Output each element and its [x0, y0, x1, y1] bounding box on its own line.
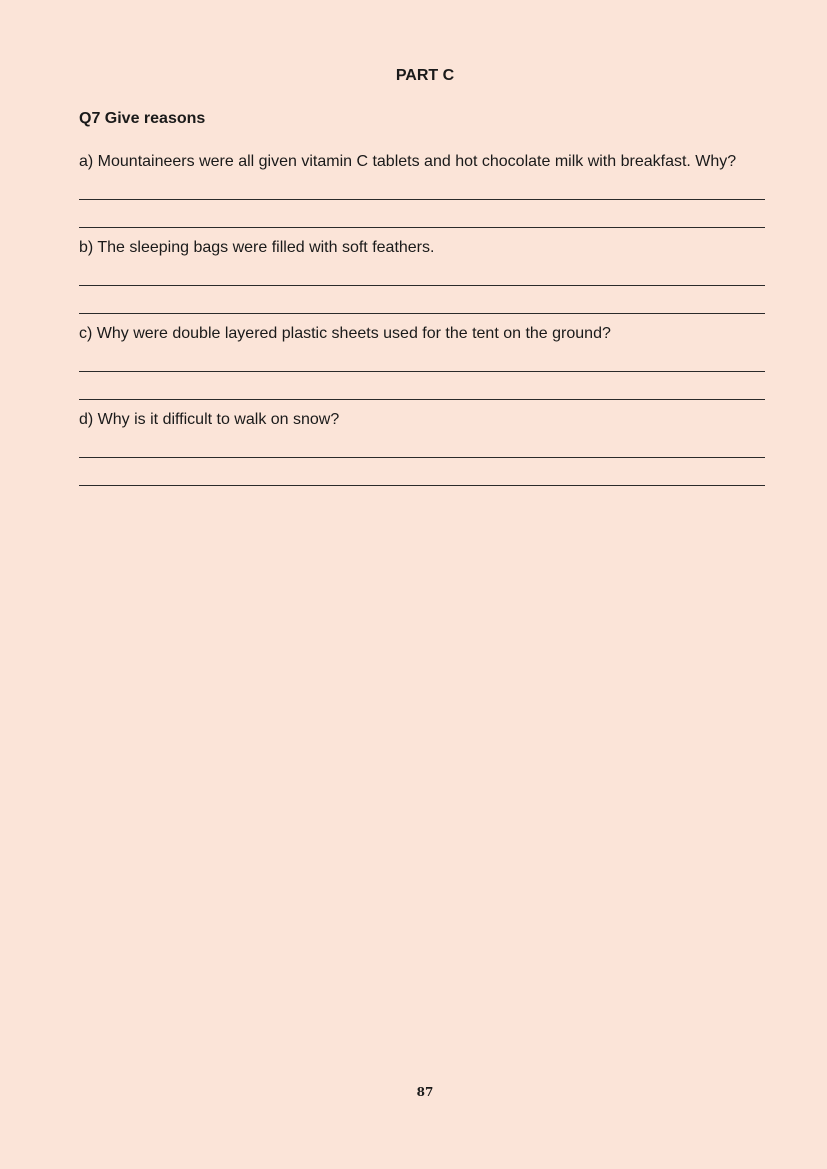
question-d: d) Why is it difficult to walk on snow? [79, 411, 340, 428]
answer-line-d-2[interactable] [79, 485, 765, 486]
question-b: b) The sleeping bags were filled with soft feathers. [79, 239, 435, 256]
answer-line-a-1[interactable] [79, 199, 765, 200]
answer-line-b-1[interactable] [79, 285, 765, 286]
question-a: a) Mountaineers were all given vitamin C tablets and hot chocolate milk with breakfast. Why? [79, 153, 737, 170]
answer-line-d-1[interactable] [79, 457, 765, 458]
question-c: c) Why were double layered plastic sheets used for the tent on the ground? [79, 325, 611, 342]
answer-line-a-2[interactable] [79, 227, 765, 228]
section-title: PART C [395, 67, 455, 84]
answer-line-c-1[interactable] [79, 371, 765, 372]
question-heading: Q7 Give reasons [79, 110, 206, 127]
answer-line-c-2[interactable] [79, 399, 765, 400]
page-number: 87 [416, 1085, 434, 1099]
answer-line-b-2[interactable] [79, 313, 765, 314]
